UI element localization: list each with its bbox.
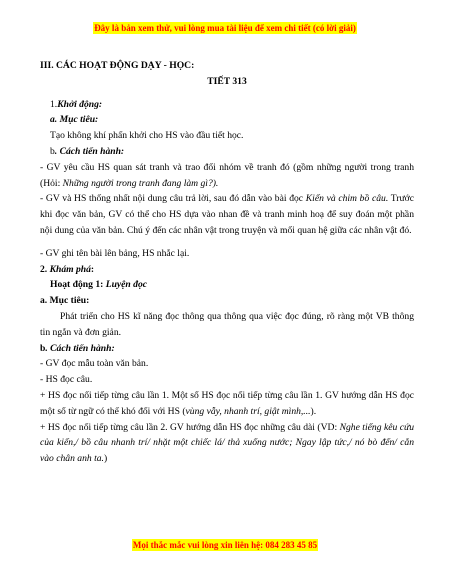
activity-title: Luyện đọc xyxy=(105,279,148,291)
paragraph-text: - GV yêu cầu HS quan sát tranh và trao đổi nhóm về tranh đó (gồm những người trong xyxy=(40,161,391,173)
heading-muc-tieu-1: a. Mục tiêu: xyxy=(50,114,99,126)
heading-letter: b xyxy=(40,342,46,354)
paragraph-text: Trước khi đọc văn bản, GV có thể cho HS dựa vào nhan đề và tranh minh hoạ để suy đoán một phần nội dung của văn bản. Chú ý đến các nhân vật trong truyện và mối quan hệ giữa các nhân vật đó. xyxy=(40,193,415,236)
paragraph-write-title: - GV ghi tên bài lên bảng, HS nhắc lại. xyxy=(40,247,190,259)
heading-letter: b xyxy=(50,145,55,157)
step-read-round-1 xyxy=(40,388,414,420)
contact-banner xyxy=(0,540,450,551)
objective-text-2: Phát triển cho HS kĩ năng đọc thông qua thông qua việc đọc đúng, rõ ràng một VB thông tin ngắn và đơn giản. xyxy=(40,310,414,338)
section-heading: III. CÁC HOẠT ĐỘNG DẠY - HỌC: xyxy=(40,60,195,71)
heading-colon: : xyxy=(90,263,95,275)
activity-label: Hoạt động 1 xyxy=(50,279,101,291)
heading-muc-tieu-2: a. Mục tiêu: xyxy=(40,295,90,307)
story-title: Kiến và chim bồ câu. xyxy=(305,193,389,205)
paragraph-discuss xyxy=(40,191,414,238)
heading-number: 1. xyxy=(50,98,58,110)
heading-cach-tien-hanh-1 xyxy=(40,144,414,160)
heading-hoat-dong-1 xyxy=(40,277,414,293)
preview-notice-banner xyxy=(0,23,450,34)
heading-text: Khởi động: xyxy=(57,98,103,110)
paragraph-text: + HS đọc nối tiếp từng câu lần 1. Một số HS đọc nối tiếp từng câu lần 1. GV hướng dẫn HS đọc một số từ ngữ có thể khó đối với HS ( xyxy=(40,389,414,417)
objective-text-1: Tạo không khí phấn khởi cho HS vào đầu tiết học. xyxy=(50,130,244,142)
paragraph-text: tranh (Hỏi: xyxy=(40,161,414,189)
heading-text: . Cách tiến hành: xyxy=(54,145,125,157)
long-sentence-example: Nghe tiếng kêu cứu của kiến,/ bồ câu nhanh trí/ nhặt một chiếc lá/ thả xuống nước; Ngay lập tức,/ nó bò đến/ cắn vào chân anh ta. xyxy=(40,421,415,465)
heading-text: Khám phá xyxy=(49,263,91,275)
step-read-sentence: - HS đọc câu. xyxy=(40,374,93,386)
paragraph-text: + HS đọc nối tiếp từng câu lần 2. GV hướng dẫn HS đọc những câu dài (VD: xyxy=(40,421,340,433)
lesson-title: TIẾT 313 xyxy=(207,75,247,87)
activity-colon: : xyxy=(100,279,106,291)
step-read-round-2 xyxy=(40,420,414,467)
step-read-model: - GV đọc mẫu toàn văn bản. xyxy=(40,358,149,370)
heading-khoi-dong xyxy=(40,97,414,113)
heading-cach-tien-hanh-2 xyxy=(40,341,414,357)
paragraph-observe xyxy=(40,160,414,192)
paragraph-text: ). xyxy=(310,405,317,417)
difficult-words: vùng vẫy, nhanh trí, giật mình,... xyxy=(185,405,311,417)
heading-kham-pha xyxy=(40,262,414,278)
question-text: Những người trong tranh đang làm gì?). xyxy=(62,177,219,189)
paragraph-text: ) xyxy=(103,453,108,465)
heading-number: 2. xyxy=(40,263,50,275)
contact-text: Mọi thắc mắc vui lòng xin liên hệ: 084 283 45 85 xyxy=(132,540,318,550)
paragraph-text: - GV và HS thống nhất nội dung câu trả lời, sau đó dẫn vào bài đọc xyxy=(40,193,306,205)
heading-text: . Cách tiến hành: xyxy=(45,342,115,354)
preview-notice-text: Đây là bản xem thử, vui lòng mua tài liệu để xem chi tiết (có lời giải) xyxy=(94,23,356,33)
document-body xyxy=(40,58,414,467)
